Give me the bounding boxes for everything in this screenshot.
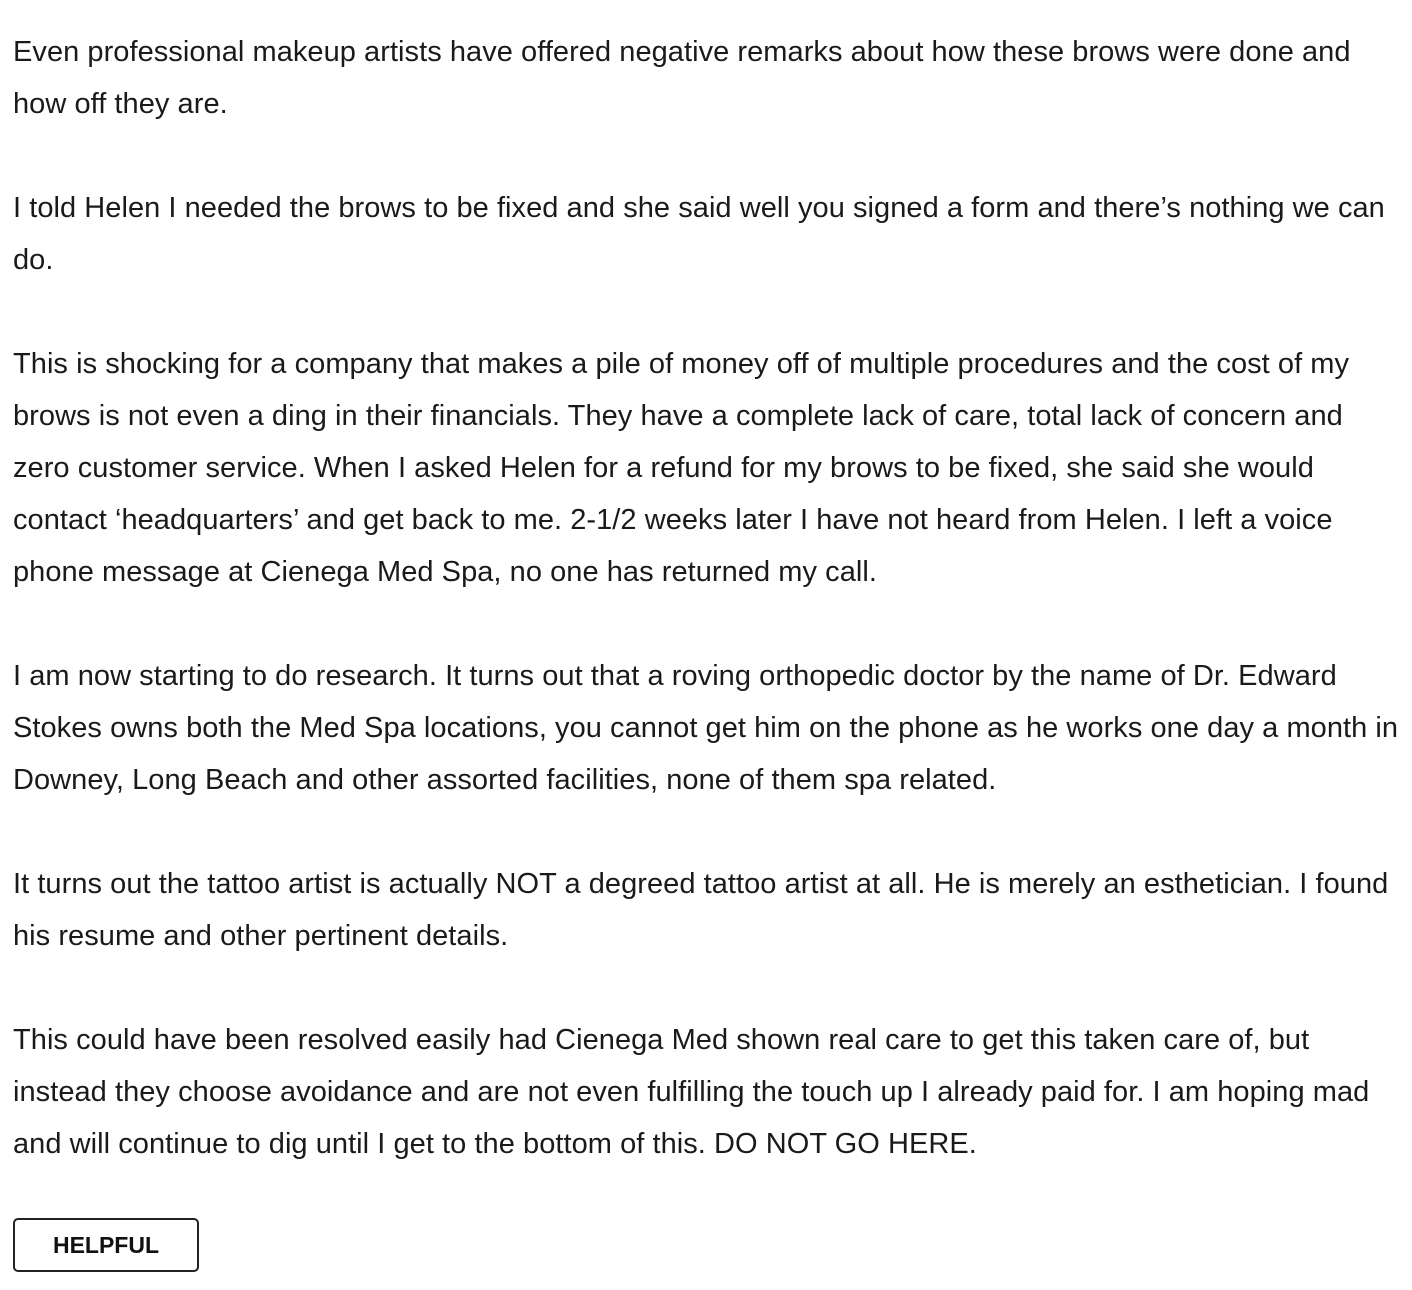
- review-paragraph: This is shocking for a company that makes a pile of money off of multiple procedures and the cost of my brows is not even a ding in their financials. They have a complete lack of care, total lack of concern and zero customer service. When I asked Helen for a refund for my brows to be fixed, she said she would contact ‘headquarters’ and get back to me. 2-1/2 weeks later I have not heard from Helen. I left a voice phone message at Cienega Med Spa, no one has returned my call.: [13, 348, 1350, 588]
- helpful-button[interactable]: HELPFUL: [13, 1218, 199, 1272]
- review-paragraph: It turns out the tattoo artist is actually NOT a degreed tattoo artist at all. He is merely an esthetician. I found his resume and other pertinent details.: [13, 868, 1389, 952]
- review-paragraph: I told Helen I needed the brows to be fixed and she said well you signed a form and there’s nothing we can do.: [13, 192, 1385, 276]
- review-body: [13, 26, 1405, 1170]
- review-paragraph: This could have been resolved easily had Cienega Med shown real care to get this taken care of, but instead they choose avoidance and are not even fulfilling the touch up I already paid for. I am hoping mad and will continue to dig until I get to the bottom of this. DO NOT GO HERE.: [13, 1024, 1370, 1160]
- review-paragraph: Even professional makeup artists have offered negative remarks about how these brows were done and how off they are.: [13, 36, 1351, 120]
- review-paragraph: I am now starting to do research. It turns out that a roving orthopedic doctor by the name of Dr. Edward Stokes owns both the Med Spa locations, you cannot get him on the phone as he works one day a month in Downey, Long Beach and other assorted facilities, none of them spa related.: [13, 660, 1399, 796]
